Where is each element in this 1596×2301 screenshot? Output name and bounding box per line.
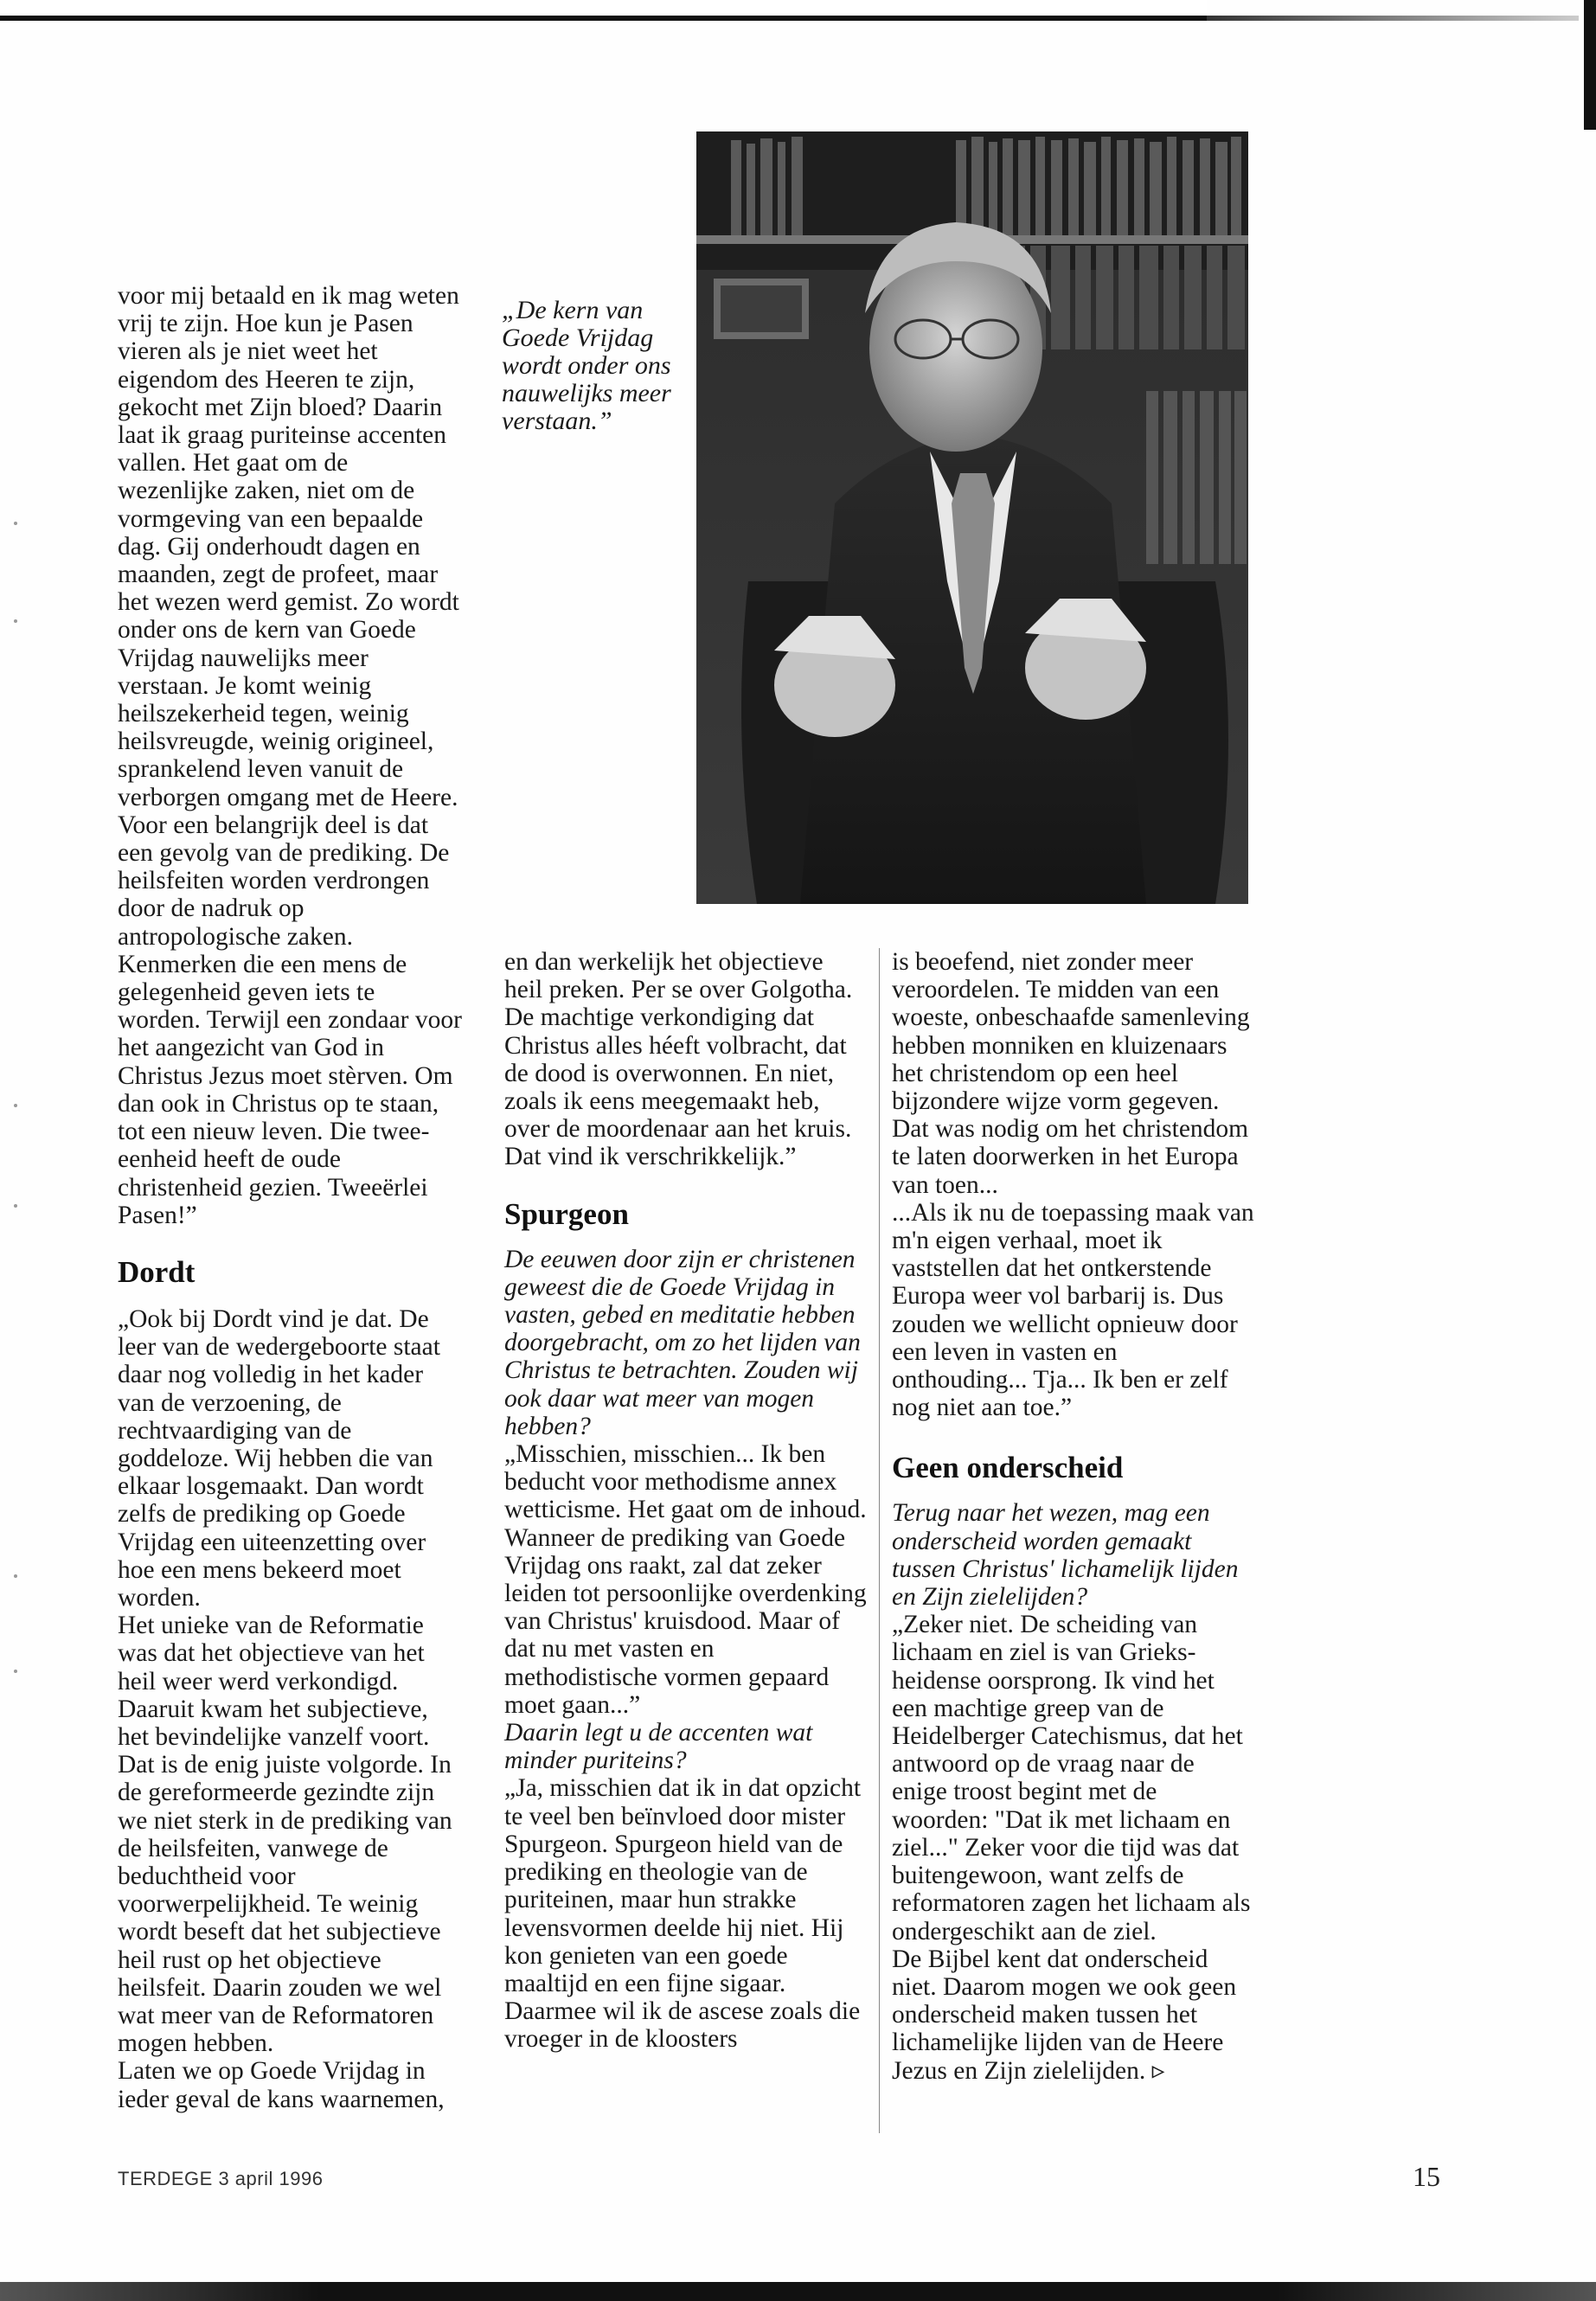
margin-mark <box>14 619 17 623</box>
paragraph: ...Als ik nu de toepassing maak van m'n eigen verhaal, moet ik vaststellen dat het ontkerstende Europa weer vol barbarij is. Dus zouden we wellicht opnieuw door een leven in vasten en onthouding... Tja... Ik ben er zelf nog niet aan toe.” <box>892 1198 1254 1422</box>
article-column-1 <box>118 282 464 2113</box>
section-heading-spurgeon: Spurgeon <box>504 1196 629 1231</box>
paragraph: De Bijbel kent dat onderscheid niet. Daarom mogen we ook geen onderscheid maken tussen het lichamelijke lijden van de Heere Jezus en Zijn zielelijden. ▹ <box>892 1945 1237 2085</box>
page-number: 15 <box>1413 2161 1440 2192</box>
paragraph: Laten we op Goede Vrijdag in ieder geval de kans waarnemen, <box>118 2057 445 2113</box>
column-divider <box>879 948 880 2133</box>
section-heading-geen-onderscheid: Geen onderscheid <box>892 1451 1124 1485</box>
right-edge-rule <box>1584 0 1596 130</box>
interview-question: Daarin legt u de accenten wat minder puriteins? <box>504 1719 813 1775</box>
bottom-rule <box>0 2282 1596 2301</box>
margin-mark <box>14 1204 17 1208</box>
paragraph: Het unieke van de Reformatie was dat het objectieve van het heil weer werd verkondigd. Daaruit kwam het subjectieve, het bevindelijke vanzelf voort. Dat is de enig juiste volgorde. In de gereformeerde gezindte zijn we niet sterk in de prediking van de heilsfeiten, vanwege de beduchtheid voor voorwerpelijkheid. Te weinig wordt beseft dat het subjectieve heil rust op het objectieve heilsfeit. Daarin zouden we wel wat meer van de Reformatoren mogen hebben. <box>118 1612 452 2058</box>
interview-question: Terug naar het wezen, mag een onderscheid worden gemaakt tussen Christus' lichamelijk lijden en Zijn zielelijden? <box>892 1499 1239 1612</box>
top-rule-fade <box>1207 16 1579 21</box>
paragraph: „Zeker niet. De scheiding van lichaam en ziel is van Grieks-heidense oorsprong. Ik vind het een machtige greep van de Heidelberger Catechismus, dat het antwoord op de vraag naar de enige troost begint met de woorden: "Dat ik met lichaam en ziel..." Zeker voor die tijd was dat buitengewoon, want zelfs de reformatoren zagen het lichaam als ondergeschikt aan de ziel. <box>892 1611 1251 1945</box>
article-column-2 <box>504 948 868 2054</box>
article-column-3 <box>892 948 1255 2085</box>
portrait-photo <box>696 131 1248 904</box>
top-rule <box>0 0 1207 21</box>
section-heading-dordt: Dordt <box>118 1254 195 1289</box>
interview-question: De eeuwen door zijn er christenen geweest die de Goede Vrijdag in vasten, gebed en meditatie hebben doorgebracht, om zo het lijden van Christus te betrachten. Zouden wij ook daar wat meer van mogen hebben? <box>504 1245 861 1440</box>
margin-mark <box>14 522 17 525</box>
paragraph: is beoefend, niet zonder meer veroordelen. Te midden van een woeste, onbeschaafde samenleving hebben monniken en kluizenaars het christendom op een heel bijzondere wijze vorm gegeven. Dat was nodig om het christendom te laten doorwerken in het Europa van toen... <box>892 948 1250 1199</box>
paragraph: en dan werkelijk het objectieve heil preken. Per se over Golgotha. De machtige verkondiging dat Christus alles héeft volbracht, dat de dood is overwonnen. En niet, zoals ik eens meegemaakt heb, over de moordenaar aan het kruis. Dat vind ik verschrikkelijk.” <box>504 948 853 1171</box>
paragraph: „Misschien, misschien... Ik ben beducht voor methodisme annex wetticisme. Het gaat om de inhoud. Wanneer de prediking van Goede Vrijdag ons raakt, zal dat zeker leiden tot persoonlijke overdenking van Christus' kruisdood. Maar of dat nu met vasten en methodistische vormen gepaard moet gaan...” <box>504 1440 867 1719</box>
paragraph: Voor een belangrijk deel is dat een gevolg van de prediking. De heilsfeiten worden verdrongen door de nadruk op antropologische zaken. Kenmerken die een mens de gelegenheid geven iets te worden. Terwijl een zondaar voor het aangezicht van God in Christus Jezus moet stèrven. Om dan ook in Christus op te staan, tot een nieuw leven. Die twee-eenheid heeft de oude christenheid gezien. Tweeërlei Pasen!” <box>118 811 462 1229</box>
margin-mark <box>14 1670 17 1673</box>
margin-mark <box>14 1104 17 1107</box>
publication-footer: TERDEGE 3 april 1996 <box>118 2168 324 2189</box>
pull-quote: „De kern van Goede Vrijdag wordt onder ons nauwelijks meer verstaan.” <box>502 296 671 435</box>
paragraph: voor mij betaald en ik mag weten vrij te zijn. Hoe kun je Pasen vieren als je niet weet het eigendom des Heeren te zijn, gekocht met Zijn bloed? Daarin laat ik graag puriteinse accenten vallen. Het gaat om de wezenlijke zaken, niet om de vormgeving van een bepaalde dag. Gij onderhoudt dagen en maanden, zegt de profeet, maar het wezen werd gemist. Zo wordt onder ons de kern van Goede Vrijdag nauwelijks meer verstaan. Je komt weinig heilszekerheid tegen, weinig heilsvreugde, weinig origineel, sprankelend leven vanuit de verborgen omgang met de Heere. <box>118 282 459 811</box>
paragraph: „Ook bij Dordt vind je dat. De leer van de wedergeboorte staat daar nog volledig in het kader van de verzoening, de rechtvaardiging van de goddeloze. Wij hebben die van elkaar losgemaakt. Dan wordt zelfs de prediking op Goede Vrijdag een uiteenzetting over hoe een mens bekeerd moet worden. <box>118 1304 440 1612</box>
paragraph: „Ja, misschien dat ik in dat opzicht te veel ben beïnvloed door mister Spurgeon. Spurgeon hield van de prediking en theologie van de puriteinen, maar hun strakke levensvormen deelde hij niet. Hij kon genieten van een goede maaltijd en een fijne sigaar. Daarmee wil ik de ascese zoals die vroeger in de kloosters <box>504 1774 862 2054</box>
margin-mark <box>14 1574 17 1578</box>
